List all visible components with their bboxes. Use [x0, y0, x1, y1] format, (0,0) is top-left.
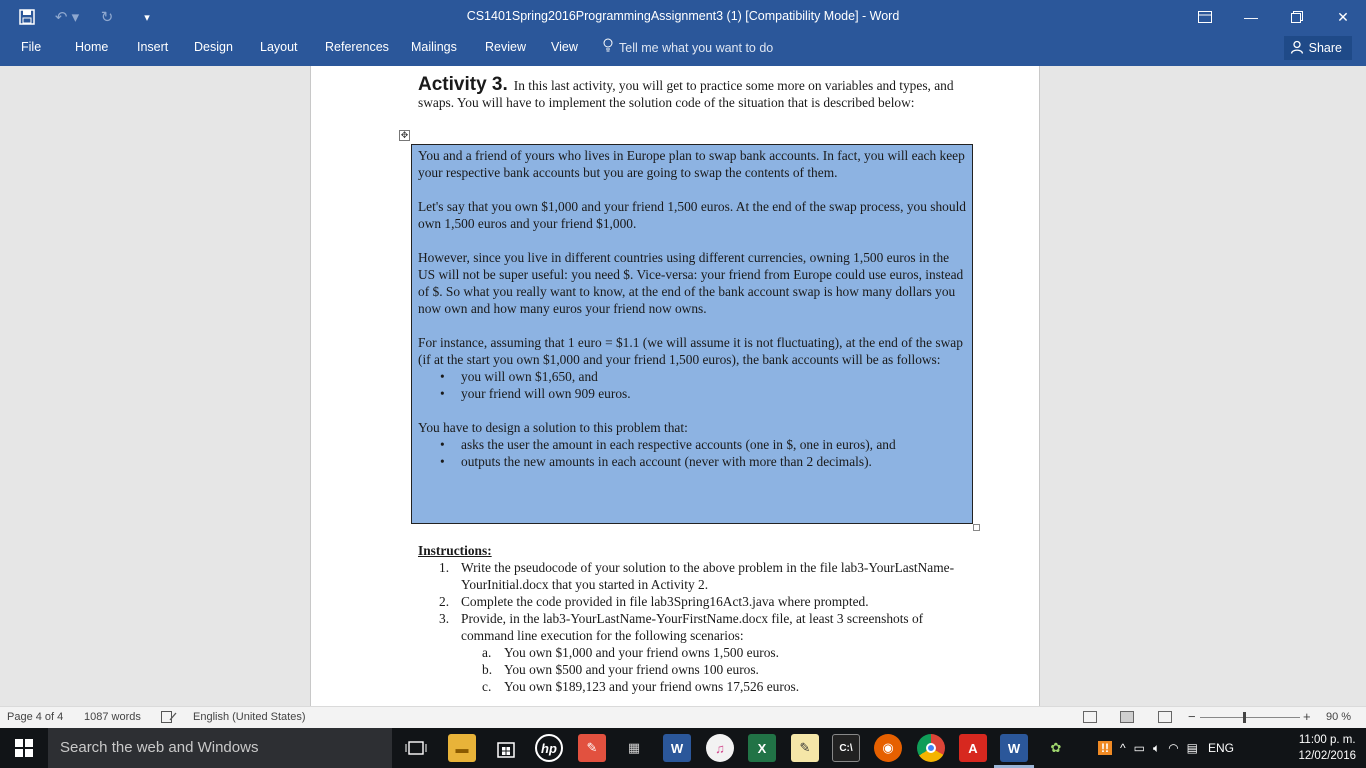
tab-insert[interactable]: Insert: [137, 40, 169, 54]
list-item: • you will own $1,650, and: [440, 368, 966, 385]
list-letter: c.: [482, 679, 492, 694]
windows-start-icon[interactable]: [0, 728, 48, 768]
paint-app-icon[interactable]: ✿: [1050, 740, 1062, 755]
activity-heading: Activity 3.: [418, 74, 508, 95]
list-item: • your friend will own 909 euros.: [440, 385, 966, 402]
title-bar: [0, 0, 1366, 34]
tab-mailings[interactable]: Mailings: [411, 40, 457, 54]
task-view-icon[interactable]: [402, 734, 430, 762]
chrome-icon[interactable]: [917, 734, 945, 762]
list-item-text: Complete the code provided in file lab3Spring16Act3.java where prompted.: [461, 594, 869, 609]
list-item-text: Write the pseudocode of your solution to the above problem in the file lab3-YourLastName-YourInitial.docx that you started in Activity 2.: [461, 560, 955, 592]
word-active-icon[interactable]: W: [1000, 734, 1028, 762]
notification-badge-icon[interactable]: !!: [1098, 741, 1112, 755]
taskbar: [0, 728, 1366, 768]
status-bar: [0, 706, 1366, 728]
zoom-in-icon[interactable]: +: [1303, 709, 1311, 724]
minimize-icon[interactable]: —: [1244, 9, 1258, 25]
tell-me-label: Tell me what you want to do: [619, 41, 774, 55]
problem-description-box: [411, 144, 973, 524]
tab-design[interactable]: Design: [194, 40, 233, 54]
tab-layout[interactable]: Layout: [260, 40, 298, 54]
list-item-text: You own $500 and your friend owns 100 euros.: [504, 662, 759, 677]
close-icon[interactable]: ✕: [1337, 8, 1349, 25]
list-number: 2.: [439, 594, 450, 609]
list-item: • asks the user the amount in each respective accounts (one in $, one in euros), and: [440, 436, 966, 453]
list-number: 1.: [439, 560, 450, 575]
activity-intro-paragraph: [418, 76, 978, 111]
acrobat-icon[interactable]: A: [959, 734, 987, 762]
list-item: [418, 559, 978, 593]
read-mode-icon[interactable]: [1083, 711, 1097, 723]
save-icon[interactable]: [10, 2, 44, 32]
document-canvas[interactable]: [0, 66, 1366, 706]
redo-icon[interactable]: ↻: [100, 9, 114, 26]
instructions-section: [418, 542, 978, 695]
action-center-icon[interactable]: ▤: [1186, 741, 1199, 755]
requirements-bullet-list: [440, 436, 966, 470]
undo-icon[interactable]: ↶ ▾: [54, 9, 80, 26]
volume-icon[interactable]: 🔈︎: [1152, 740, 1161, 755]
list-item-text: Provide, in the lab3-YourLastName-YourFirstName.docx file, at least 3 screenshots of command line execution for the following scenarios:: [461, 611, 924, 643]
word-icon[interactable]: W: [663, 734, 691, 762]
word-count[interactable]: 1087 words: [84, 711, 141, 723]
table-resize-handle[interactable]: [973, 524, 980, 531]
page-count[interactable]: Page 4 of 4: [7, 711, 64, 723]
language-indicator[interactable]: English (United States): [193, 711, 306, 723]
list-item: [418, 661, 978, 678]
print-layout-icon[interactable]: [1120, 711, 1134, 723]
list-item-text: You own $1,000 and your friend owns 1,500 euros.: [504, 645, 779, 660]
share-label: Share: [1308, 41, 1342, 55]
itunes-icon[interactable]: ♫: [706, 734, 734, 762]
notepad-icon[interactable]: ✎: [791, 734, 819, 762]
list-letter: b.: [482, 662, 493, 677]
box-paragraph-3: However, since you live in different countries using different currencies, owning 1,500 euros in the US will not be super useful: you need $. Vice-versa: your friend from Europe could use euros, instead of $. So what you really want to know, at the end of the bank account swap is how many dollars you now own and how many euros your friend now owns.: [418, 250, 964, 316]
tab-file[interactable]: File: [21, 40, 42, 54]
tab-review[interactable]: Review: [485, 40, 526, 54]
list-item-text: You own $189,123 and your friend owns 17,526 euros.: [504, 679, 800, 694]
list-number: 3.: [439, 611, 450, 626]
document-page[interactable]: [310, 66, 1040, 706]
web-layout-icon[interactable]: [1158, 711, 1172, 723]
list-item: [418, 610, 978, 644]
battery-icon[interactable]: ▭: [1133, 741, 1145, 755]
tab-references[interactable]: References: [325, 40, 389, 54]
table-move-handle-icon[interactable]: ✥: [400, 130, 409, 140]
box-paragraph-2: Let's say that you own $1,000 and your friend 1,500 euros. At the end of the swap process, you should own 1,500 euros and your friend $1,000.: [418, 199, 966, 231]
window-title: CS1401Spring2016ProgrammingAssignment3 (1) [Compatibility Mode] - Word: [466, 9, 900, 23]
instructions-list: [418, 559, 978, 695]
command-prompt-icon[interactable]: C:\: [832, 734, 860, 762]
taskbar-clock[interactable]: [1298, 732, 1356, 764]
zoom-slider-track[interactable]: [1200, 717, 1300, 718]
tell-me-search[interactable]: [603, 34, 773, 62]
system-tray: [1098, 728, 1234, 768]
show-hidden-icons-icon[interactable]: ^: [1120, 741, 1126, 755]
wifi-icon[interactable]: ◠: [1168, 741, 1179, 755]
ribbon-tabs: [0, 34, 1366, 66]
customize-toolbar-icon[interactable]: ▾: [144, 11, 150, 24]
ribbon-display-options-icon[interactable]: [1182, 0, 1228, 34]
list-item: • outputs the new amounts in each account (never with more than 2 decimals).: [440, 453, 966, 470]
list-item: [418, 644, 978, 661]
proofing-icon[interactable]: [161, 711, 177, 726]
activity-intro-text: In this last activity, you will get to practice some more on variables and types, and swaps. You will have to implement the solution code of the situation that is described below:: [418, 78, 954, 110]
hp-icon[interactable]: hp: [535, 734, 563, 762]
zoom-out-icon[interactable]: −: [1188, 709, 1196, 724]
result-bullet-list: [440, 368, 966, 402]
clock-time: 11:00 p. m.: [1298, 734, 1356, 746]
box-paragraph-1: You and a friend of yours who lives in Europe plan to swap bank accounts. In fact, you will each keep your respective bank accounts but you are going to swap the contents of them.: [418, 148, 965, 180]
firefox-icon[interactable]: ◉: [874, 734, 902, 762]
zoom-level[interactable]: 90 %: [1326, 711, 1352, 723]
zoom-slider-thumb[interactable]: [1243, 712, 1246, 723]
quick-access-toolbar: [10, 0, 164, 34]
box-paragraph-4: For instance, assuming that 1 euro = $1.1 (we will assume it is not fluctuating), at the end of the swap (if at the start you own $1,000 and your friend 1,500 euros), the bank accounts will be as follows:: [418, 335, 963, 367]
taskbar-search-box[interactable]: Search the web and Windows: [48, 728, 392, 768]
lightbulb-icon: [603, 35, 613, 61]
store-icon[interactable]: [492, 734, 520, 762]
list-item: [418, 593, 978, 610]
file-explorer-icon[interactable]: ▬: [448, 734, 476, 762]
tab-view[interactable]: View: [551, 40, 578, 54]
pdf-app-icon[interactable]: ✎: [578, 734, 606, 762]
tab-home[interactable]: Home: [75, 40, 109, 54]
excel-icon[interactable]: X: [748, 734, 776, 762]
calculator-app-icon[interactable]: ▦: [627, 740, 641, 755]
clock-date: 12/02/2016: [1298, 750, 1356, 762]
input-language[interactable]: ENG: [1208, 741, 1235, 755]
list-letter: a.: [482, 645, 492, 660]
share-button[interactable]: [1284, 36, 1352, 60]
box-paragraph-5: You have to design a solution to this problem that:: [418, 420, 688, 435]
instructions-heading: Instructions:: [418, 543, 492, 558]
restore-icon[interactable]: [1274, 0, 1320, 34]
list-item: [418, 678, 978, 695]
person-icon: [1290, 40, 1304, 57]
